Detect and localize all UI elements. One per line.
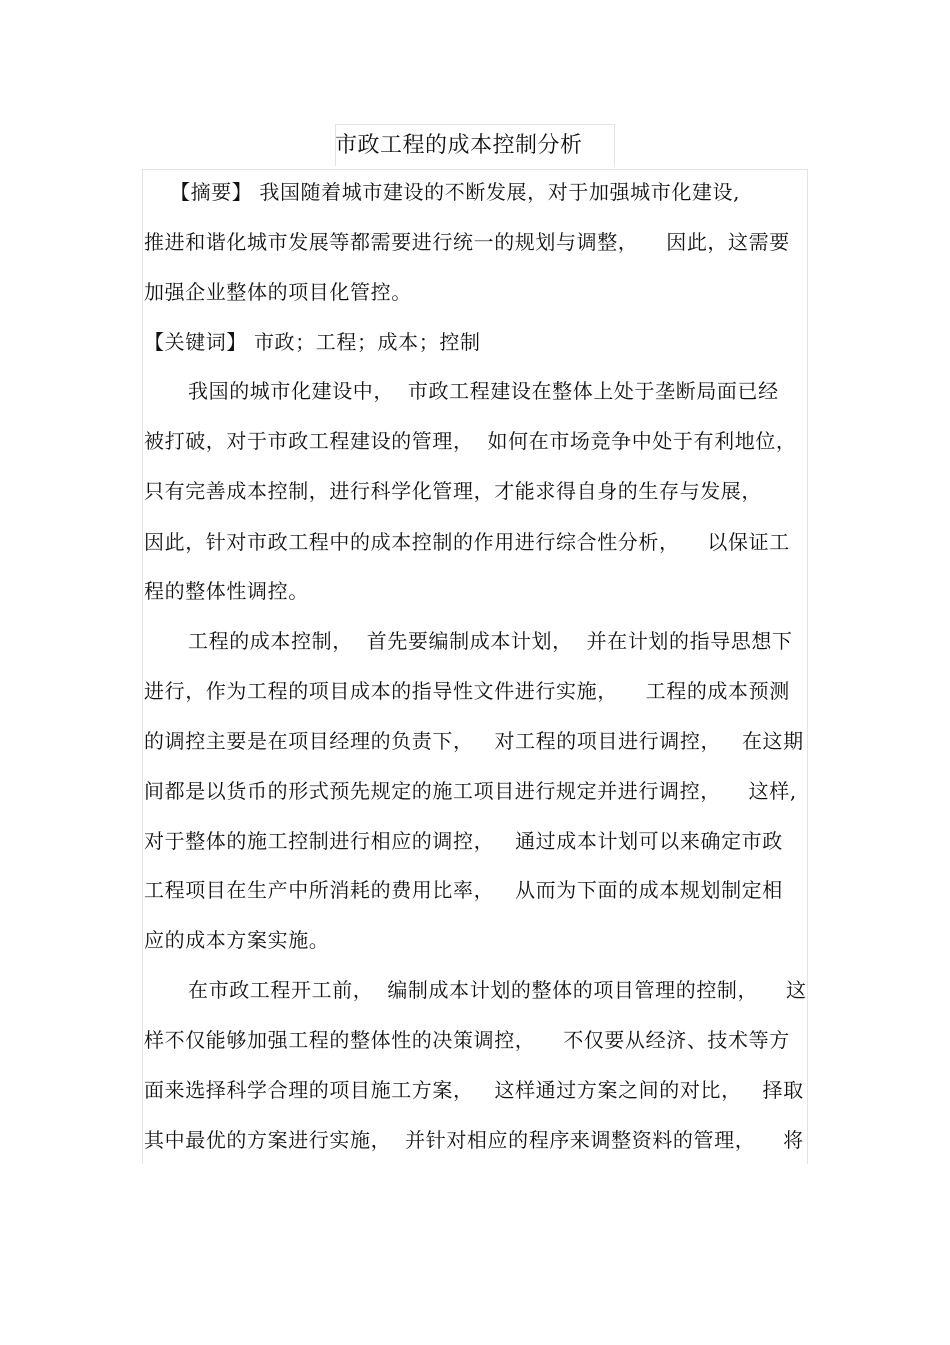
paragraph-1-line-2: 被打破，对于市政工程建设的管理， 如何在市场竞争中处于有利地位， — [144, 429, 797, 453]
paragraph-2-line-1: 工程的成本控制， 首先要编制成本计划， 并在计划的指导思想下 — [188, 629, 793, 653]
paragraph-1-line-4: 因此，针对市政工程中的成本控制的作用进行综合性分析， 以保证工 — [144, 530, 790, 554]
abstract-line-1: 【摘要】 我国随着城市建设的不断发展，对于加强城市化建设, — [170, 180, 741, 204]
paragraph-2-line-5: 对于整体的施工控制进行相应的调控， 通过成本计划可以来确定市政 — [144, 829, 783, 853]
paragraph-1-line-1: 我国的城市化建设中， 市政工程建设在整体上处于垄断局面已经 — [188, 379, 779, 403]
abstract-line-2: 推进和谐化城市发展等都需要进行统一的规划与调整， 因此，这需要 — [144, 230, 790, 254]
paragraph-3-line-1: 在市政工程开工前， 编制成本计划的整体的项目管理的控制， 这 — [188, 978, 807, 1002]
paragraph-1-line-3: 只有完善成本控制，进行科学化管理，才能求得自身的生存与发展， — [144, 479, 762, 503]
paragraph-2-line-4: 间都是以货币的形式预先规定的施工项目进行规定并进行调控， 这样, — [144, 779, 797, 803]
abstract-line-3: 加强企业整体的项目化管控。 — [144, 280, 412, 304]
keywords-line: 【关键词】 市政；工程；成本；控制 — [144, 330, 481, 354]
paragraph-2-line-2: 进行，作为工程的项目成本的指导性文件进行实施， 工程的成本预测 — [144, 679, 790, 703]
paragraph-3-line-2: 样不仅能够加强工程的整体性的决策调控， 不仅要从经济、技术等方 — [144, 1028, 790, 1052]
content-frame — [142, 169, 808, 1164]
paragraph-3-line-3: 面来选择科学合理的项目施工方案， 这样通过方案之间的对比， 择取 — [144, 1078, 804, 1102]
paragraph-2-line-3: 的调控主要是在项目经理的负责下， 对工程的项目进行调控， 在这期 — [144, 729, 804, 753]
paragraph-3-line-4: 其中最优的方案进行实施， 并针对相应的程序来调整资料的管理， 将 — [144, 1128, 804, 1152]
paragraph-2-line-6: 工程项目在生产中所消耗的费用比率， 从而为下面的成本规划制定相 — [144, 878, 783, 902]
paragraph-1-line-5: 程的整体性调控。 — [144, 579, 309, 603]
paragraph-2-line-7: 应的成本方案实施。 — [144, 928, 330, 952]
document-title: 市政工程的成本控制分析 — [335, 133, 583, 158]
